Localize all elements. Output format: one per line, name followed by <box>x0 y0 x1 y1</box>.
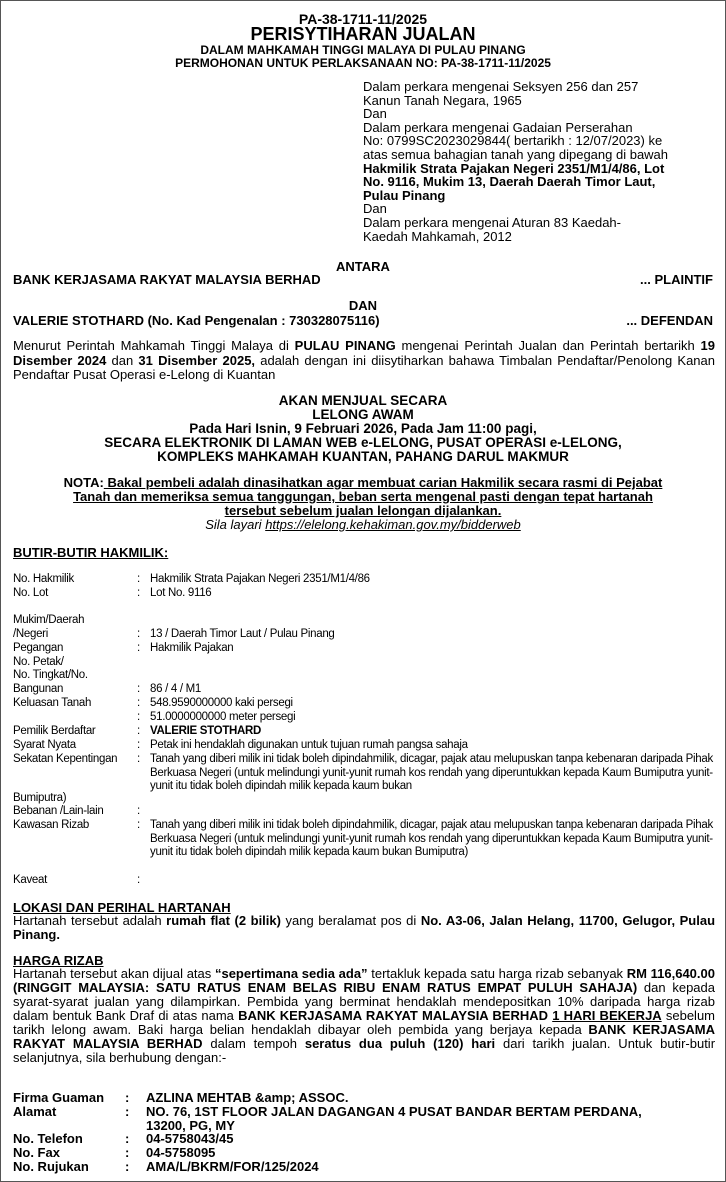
location-paragraph <box>13 914 715 942</box>
visit-line <box>1 517 725 532</box>
title-details-colon: : <box>137 573 140 585</box>
order-paragraph <box>13 339 715 383</box>
firm-firma-v: AZLINA MEHTAB &amp; ASSOC. <box>146 1090 349 1105</box>
title-details-beban-k: Bebanan /Lain-lain <box>13 805 104 817</box>
title-details-petak-k1: No. Petak/ <box>13 656 64 668</box>
title-details-keluasan-k: Keluasan Tanah <box>13 697 92 709</box>
nota-t3: tersebut sebelum jualan lelongan dijalankan. <box>224 503 502 518</box>
title-details-kawasan-k: Kawasan Rizab <box>13 819 90 831</box>
title-details-colon: : <box>137 739 140 751</box>
order-p2: mengenai Perintah Jualan dan Perintah bertarikh <box>395 338 701 353</box>
matter-title-line: Pulau Pinang <box>363 187 446 203</box>
nota-visit: Sila layari <box>205 517 266 532</box>
title-details-pegangan-k: Pegangan <box>13 642 64 654</box>
title-details-no-lot-v: Lot No. 9116 <box>150 587 212 599</box>
reserve-p2: tertakluk kepada satu harga rizab sebanyak <box>367 966 627 981</box>
firm-ruj-k: No. Rujukan <box>13 1159 89 1174</box>
title-details-mukim-k2: /Negeri <box>13 628 48 640</box>
title-details-colon: : <box>137 874 140 886</box>
title-details-kaveat-k: Kaveat <box>13 874 48 886</box>
location-b2: No. A3-06, Jalan Helang, 11700, Gelugor, Pulau Pinang. <box>13 913 716 942</box>
reserve-b3: BANK KERJASAMA RAKYAT MALAYSIA BERHAD <box>238 1008 549 1023</box>
reserve-p1: Hartanah tersebut akan dijual atas <box>13 966 215 981</box>
order-b1: PULAU PINANG <box>294 338 396 353</box>
title-details-pemilik-k: Pemilik Berdaftar <box>13 725 96 737</box>
title-details-colon: : <box>137 753 140 765</box>
firm-tel-k: No. Telefon <box>13 1131 83 1146</box>
order-p1: Menurut Perintah Mahkamah Tinggi Malaya di <box>13 338 295 353</box>
title-details-colon: : <box>137 805 140 817</box>
title-details-petak-v: 86 / 4 / M1 <box>150 683 202 695</box>
nota-label: NOTA: <box>63 475 104 490</box>
auction-venue: KOMPLEKS MAHKAMAH KUANTAN, PAHANG DARUL MAKMUR <box>157 449 569 464</box>
nota-block <box>1 476 725 518</box>
matter-line: Dalam perkara mengenai Seksyen 256 dan 257 <box>363 79 639 94</box>
title-details-colon: : <box>137 683 140 695</box>
firm-colon: : <box>125 1159 130 1174</box>
title-details-sekatan-v: Tanah yang diberi milik ini tidak boleh dipindahmilik, dicagar, pajak atau melupuskan tanpa kebenaran daripada Pihak Berkuasa Negeri (untuk melindungi yunit-yunit rumah kos rendah yang diperuntukkan kepada Kaum Bumiputra yunit-yunit itu tidak boleh dipindah milik kepada kaum bukan <box>150 753 713 792</box>
matter-line: atas semua bahagian tanah yang dipegang di bawah <box>363 146 669 162</box>
firm-alamat-v2: 13200, PG, MY <box>146 1118 235 1133</box>
title-details-syarat-v: Petak ini hendaklah digunakan untuk tujuan rumah pangsa sahaja <box>150 739 468 751</box>
title-details-heading: BUTIR-BUTIR HAKMILIK: <box>13 545 169 560</box>
firm-fax-v: 04-5758095 <box>146 1145 216 1160</box>
matter-title-line: No. 9116, Mukim 13, Daerah Daerah Timor Laut, <box>363 174 656 190</box>
order-b3: 31 Disember 2025, <box>138 352 256 368</box>
title-details-no-lot-k: No. Lot <box>13 587 48 599</box>
elelong-link[interactable]: https://elelong.kehakiman.gov.my/bidderweb <box>265 517 521 532</box>
firm-alamat-v1: NO. 76, 1ST FLOOR JALAN DAGANGAN 4 PUSAT BANDAR BERTAM PERDANA, <box>146 1104 642 1119</box>
matter-line: No: 0799SC2023029844( bertarikh : 12/07/2023) ke <box>363 133 663 149</box>
court-line: DALAM MAHKAMAH TINGGI MALAYA DI PULAU PINANG <box>200 43 526 57</box>
case-reference: PA-38-1711-11/2025 <box>298 11 428 27</box>
reserve-p5: sebelum tarikh lelong awam. Baki harga belian hendaklah dibayar oleh pembida yang berjaya kepada <box>13 1008 715 1037</box>
auction-heading: AKAN MENJUAL SECARA <box>278 393 448 408</box>
title-details-no-hakmilik-k: No. Hakmilik <box>13 573 74 585</box>
location-heading: LOKASI DAN PERIHAL HARTANAH <box>13 900 231 915</box>
reserve-p7: dari tarikh jualan. Untuk butir-butir selanjutnya, sila berhubung dengan:- <box>13 1036 716 1065</box>
matter-line: Dalam perkara mengenai Gadaian Perserahan <box>363 119 633 135</box>
matter-and: Dan <box>363 106 387 122</box>
title-details-colon: : <box>137 587 140 599</box>
firm-firma-k: Firma Guaman <box>13 1090 105 1105</box>
application-line: PERMOHONAN UNTUK PERLAKSANAAN NO: PA-38-1711-11/2025 <box>175 56 551 70</box>
reserve-p3: dan kepada syarat-syarat jualan yang dilampirkan. Pembida yang berminat hendaklah mendepositkan 10% daripada harga rizab dalam bentuk Bank Draf di atas nama <box>13 980 715 1023</box>
plaintiff-row <box>13 272 713 287</box>
order-p3: dan <box>106 352 139 368</box>
title-details-colon: : <box>137 725 140 737</box>
order-p4: adalah dengan ini diisytiharkan bahawa Timbalan Pendaftar/Penolong Kanan Pendaftar Pusat Operasi e-Lelong di Kuantan <box>13 352 715 382</box>
matter-line: Kanun Tanah Negara, 1965 <box>363 92 522 108</box>
order-b2: 19 Disember 2024 <box>13 338 715 368</box>
defendant-row <box>13 313 713 328</box>
firm-tel-v: 04-5758043/45 <box>146 1131 234 1146</box>
title-details-petak-k3: Bangunan <box>13 683 64 695</box>
title-details-sekatan-cont: Bumiputra) <box>13 792 67 804</box>
title-details-keluasan-v2: 51.0000000000 meter persegi <box>150 711 296 723</box>
location-p1: Hartanah tersebut adalah <box>13 913 167 928</box>
dan-label: DAN <box>348 298 378 313</box>
reserve-b5: seratus dua puluh (120) hari <box>304 1036 496 1051</box>
title-details-mukim-v: 13 / Daerah Timor Laut / Pulau Pinang <box>150 628 335 640</box>
location-b1: rumah flat (2 bilik) <box>166 913 281 928</box>
location-p2: yang beralamat pos di <box>280 913 421 928</box>
title-details-kawasan-v: Tanah yang diberi milik ini tidak boleh dipindahmilik, dicagar, pajak atau melupuskan tanpa kebenaran daripada Pihak Berkuasa Negeri (untuk melindungi yunit-yunit rumah kos rendah yang diperuntukkan kepada Kaum Bumiputra yunit-yunit itu tidak boleh dipindah milik kepada kaum bukan Bumiputra) <box>150 819 713 858</box>
matter-and: Dan <box>363 201 387 217</box>
reserve-paragraph <box>13 967 715 1065</box>
title-details-colon: : <box>137 697 140 709</box>
title-details-pemilik-v: VALERIE STOTHARD <box>150 725 262 737</box>
auction-heading: LELONG AWAM <box>312 407 414 422</box>
firm-colon: : <box>125 1104 130 1119</box>
firm-ruj-v: AMA/L/BKRM/FOR/125/2024 <box>146 1159 319 1174</box>
nota-t1: Bakal pembeli adalah dinasihatkan agar membuat carian Hakmilik secara rasmi di Pejabat <box>103 475 663 490</box>
defendant-name: VALERIE STOTHARD (No. Kad Pengenalan : 730328075116) <box>13 313 380 328</box>
auction-venue: SECARA ELEKTRONIK DI LAMAN WEB e-LELONG, PUSAT OPERASI e-LELONG, <box>104 435 622 450</box>
title-details-sekatan-k: Sekatan Kepentingan <box>13 753 118 765</box>
title-details-colon: : <box>137 711 140 723</box>
auction-datetime: Pada Hari Isnin, 9 Februari 2026, Pada Jam 11:00 pagi, <box>189 421 537 436</box>
matter-line: Kaedah Mahkamah, 2012 <box>363 228 512 244</box>
firm-alamat-k: Alamat <box>13 1104 57 1119</box>
title-details-colon: : <box>137 642 140 654</box>
auction-block <box>1 394 725 464</box>
firm-colon: : <box>125 1090 130 1105</box>
reserve-p6: dalam tempoh <box>202 1036 305 1051</box>
matter-block <box>363 80 715 243</box>
title-details-petak-k2: No. Tingkat/No. <box>13 669 88 681</box>
title-details-pegangan-v: Hakmilik Pajakan <box>150 642 234 654</box>
page-title: PERISYTIHARAN JUALAN <box>250 24 476 44</box>
reserve-u1: 1 HARI BEKERJA <box>552 1008 662 1023</box>
nota-t2: Tanah dan memeriksa semua tanggungan, beban serta mengenal pasti dengan tepat hartanah <box>73 489 653 504</box>
matter-line: Dalam perkara mengenai Aturan 83 Kaedah- <box>363 214 621 230</box>
reserve-b4: BANK KERJASAMA RAKYAT MALAYSIA BERHAD <box>13 1022 715 1051</box>
firm-colon: : <box>125 1145 130 1160</box>
plaintiff-role: ... PLAINTIF <box>640 272 713 287</box>
defendant-role: ... DEFENDAN <box>626 313 713 328</box>
reserve-b2: RM 116,640.00 (RINGGIT MALAYSIA: SATU RATUS ENAM BELAS RIBU ENAM RATUS EMPAT PULUH SAHAJA) <box>13 966 715 995</box>
plaintiff-name: BANK KERJASAMA RAKYAT MALAYSIA BERHAD <box>13 272 321 287</box>
title-details-syarat-k: Syarat Nyata <box>13 739 76 751</box>
title-details-colon: : <box>137 628 140 640</box>
reserve-heading: HARGA RIZAB <box>13 953 104 968</box>
reserve-b1: “sepertimana sedia ada” <box>214 966 368 981</box>
title-details-no-hakmilik-v: Hakmilik Strata Pajakan Negeri 2351/M1/4/86 <box>150 573 370 585</box>
firm-colon: : <box>125 1131 130 1146</box>
title-details-colon: : <box>137 819 140 831</box>
title-details-mukim-k1: Mukim/Daerah <box>13 614 85 626</box>
matter-title-line: Hakmilik Strata Pajakan Negeri 2351/M1/4/86, Lot <box>363 160 665 176</box>
title-details-keluasan-v1: 548.9590000000 kaki persegi <box>150 697 293 709</box>
antara-label: ANTARA <box>336 259 390 274</box>
firm-fax-k: No. Fax <box>13 1145 60 1160</box>
